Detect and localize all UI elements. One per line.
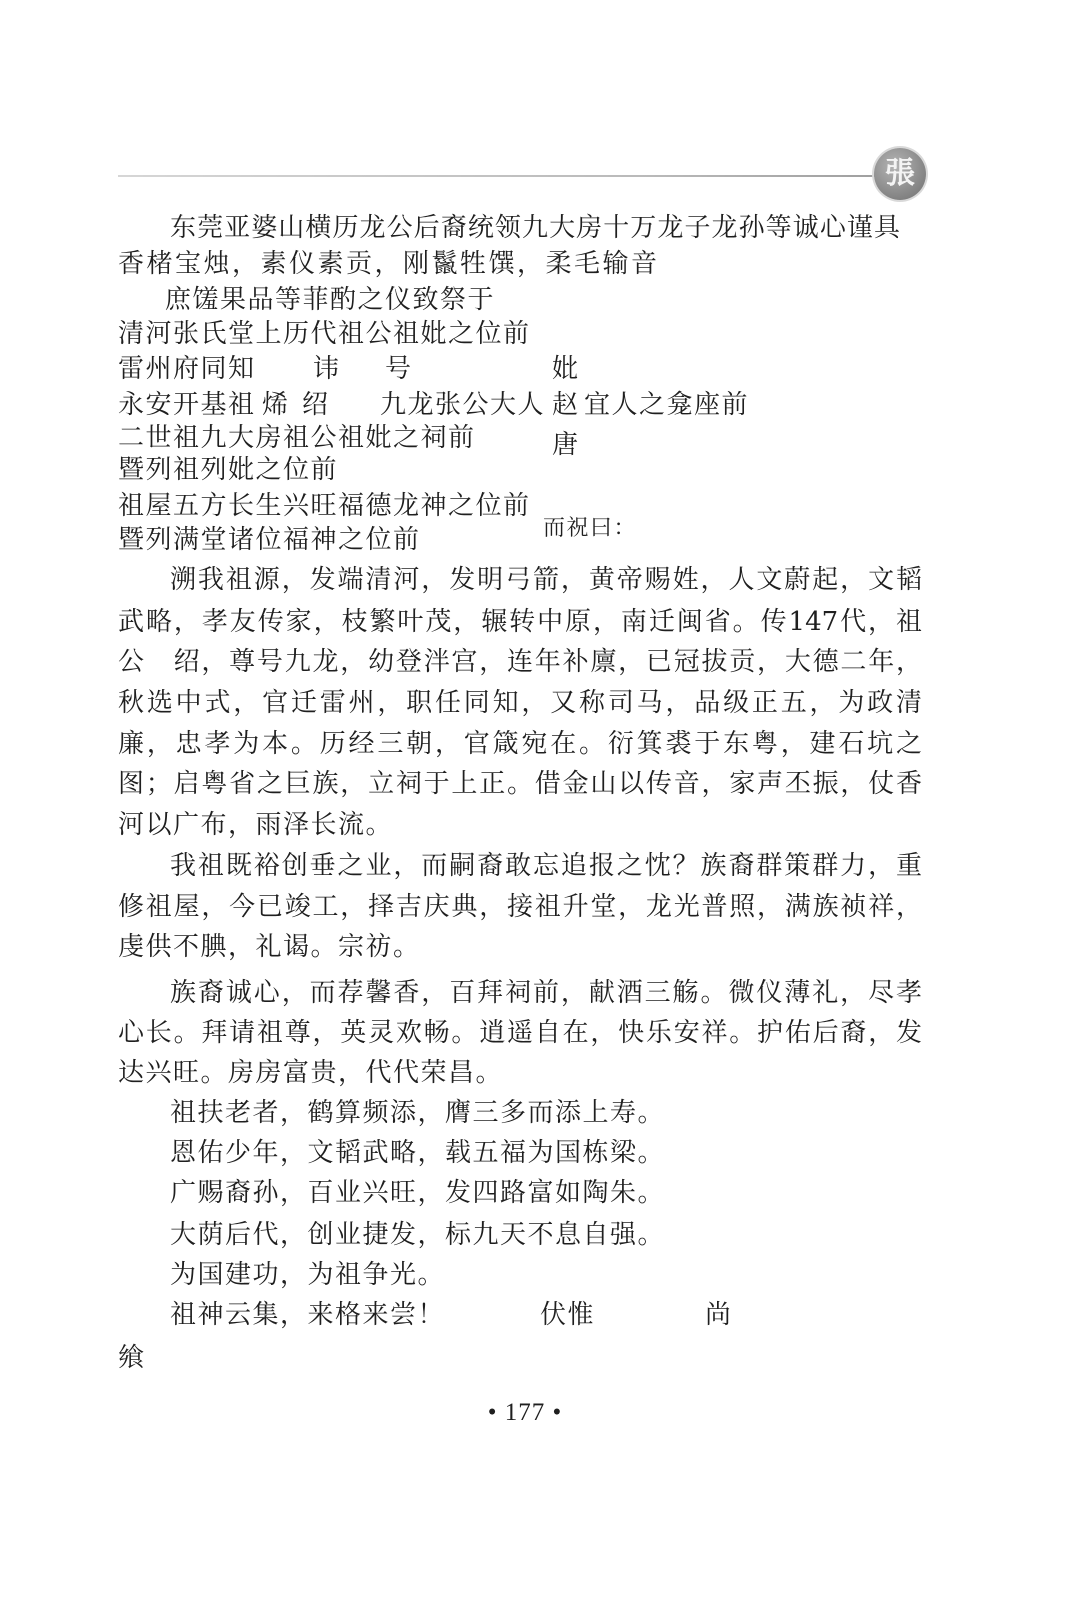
invocation-line: 清河张氏堂上历代祖公祖妣之位前 [118,319,531,349]
verse-line: 祖扶老者，鹤算频添，膺三多而添上寿。 [170,1098,666,1128]
ancestor-title: 永安开基祖 [118,390,256,420]
paragraph-line: 秋选中式，官迁雷州，职任同知，又称司马，品级正五，为政清 [118,688,922,718]
paragraph-line: 心长。拜请祖尊，英灵欢畅。逍遥自在，快乐安祥。护佑后裔，发 [118,1018,922,1048]
consort-name-1: 赵 [552,390,580,420]
paragraph-line: 廉，忠孝为本。历经三朝，官箴宛在。衍箕裘于东粤，建石坑之 [118,729,922,759]
zhang-emblem-logo: 張 [874,148,926,200]
alias-label: 号 [385,354,413,384]
verse-line: 恩佑少年，文韬武略，载五福为国栋梁。 [170,1138,666,1168]
invocation-line: 祖屋五方长生兴旺福德龙神之位前 [118,491,531,521]
paragraph-line: 公 绍，尊号九龙，幼登泮宫，连年补廪，已冠拔贡，大德二年， [118,647,922,677]
invocation-line: 暨列祖列妣之位前 [118,455,339,485]
ending-xiang: 飨 [118,1343,146,1373]
taboo-name: 烯绍 [262,390,343,420]
paragraph-line: 我祖既裕创垂之业，而嗣裔敢忘追报之忱？族裔群策群力，重 [170,851,922,881]
header-rule [118,175,880,177]
consort-name-2: 唐 [552,430,580,460]
prayer-intro: 而祝曰： [543,516,638,541]
taboo-label: 讳 [313,354,341,384]
paragraph-line: 族裔诚心，而荐馨香，百拜祠前，献酒三觞。微仪薄礼，尽孝 [170,978,922,1008]
paragraph-line: 达兴旺。房房富贵，代代荣昌。 [118,1058,504,1088]
alias-name: 九龙张公大人 [380,390,546,420]
consort-label: 妣 [552,354,580,384]
ending-fuwei: 伏惟 [540,1300,596,1330]
ending-shang: 尚 [705,1300,733,1330]
paragraph-line: 河以广布，雨泽长流。 [118,810,394,840]
invocation-line: 庶馐果品等菲酌之仪致祭于 [165,285,496,315]
consort-suffix: 宜人之龛座前 [584,390,750,420]
verse-line: 广赐裔孙，百业兴旺，发四路富如陶朱。 [170,1178,666,1208]
paragraph-line: 溯我祖源，发端清河，发明弓箭，黄帝赐姓，人文蔚起，文韬 [170,565,922,595]
verse-line: 为国建功，为祖争光。 [170,1260,446,1290]
page-number: • 177 • [487,1399,563,1426]
invocation-line: 香楮宝烛，素仪素贡，刚鬣牲馔，柔毛输音 [118,249,660,279]
verse-line: 大荫后代，创业捷发，标九天不息自强。 [170,1220,666,1250]
invocation-line: 暨列满堂诸位福神之位前 [118,525,421,555]
paragraph-line: 图；启粤省之巨族，立祠于上正。借金山以传音，家声丕振，仗香 [118,769,922,799]
paragraph-line: 修祖屋，今已竣工，择吉庆典，接祖升堂，龙光普照，满族祯祥， [118,892,922,922]
ancestor-office: 雷州府同知 [118,354,256,384]
invocation-line: 东莞亚婆山横历龙公后裔统领九大房十万龙子龙孙等诚心谨具 [170,213,900,243]
invocation-line: 二世祖九大房祖公祖妣之祠前 [118,423,476,453]
paragraph-line: 虔供不腆，礼谒。宗祊。 [118,932,421,962]
verse-line: 祖神云集，来格来尝！ [170,1300,446,1330]
paragraph-line: 武略，孝友传家，枝繁叶茂，辗转中原，南迁闽省。传147代，祖 [118,607,922,637]
